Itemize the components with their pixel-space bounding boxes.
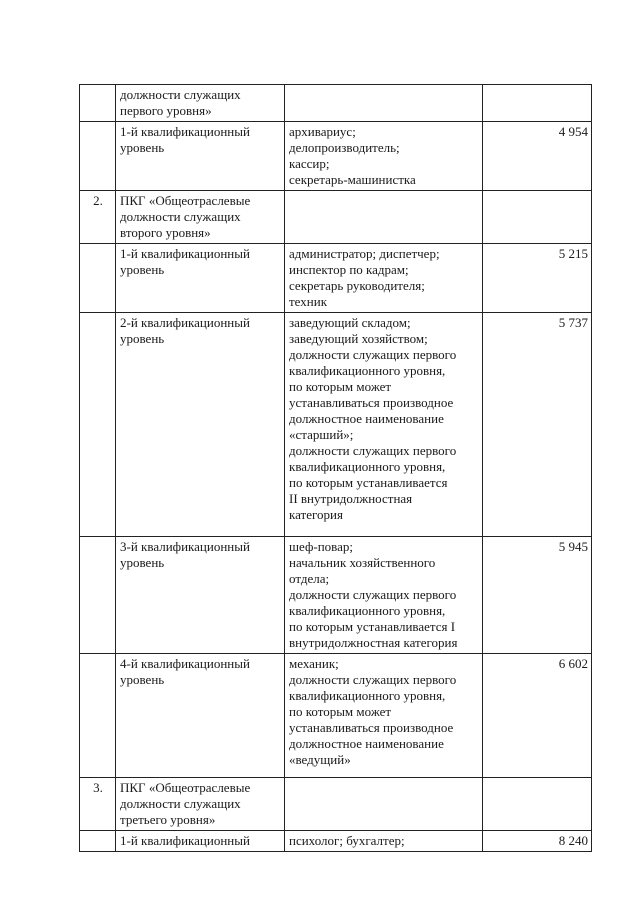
group-line: ПКГ «Общеотраслевые [120, 193, 251, 208]
group-line: 3-й квалификационный [120, 539, 250, 554]
position-line: II внутридолжностная [289, 491, 413, 506]
table-row [80, 831, 592, 852]
salary-value [483, 191, 592, 244]
position-line: техник [289, 294, 328, 309]
positions-list [285, 537, 483, 654]
position-line: по которым устанавливается [289, 475, 448, 490]
qualification-group [116, 85, 285, 122]
positions-list [285, 778, 483, 831]
salary-value: 4 954 [483, 122, 592, 191]
table-row [80, 122, 592, 191]
positions-list [285, 831, 483, 852]
position-line: должности служащих первого [289, 587, 457, 602]
row-number [80, 122, 116, 191]
qualification-group [116, 537, 285, 654]
table-row [80, 313, 592, 537]
position-line: начальник хозяйственного [289, 555, 436, 570]
position-line: квалификационного уровня, [289, 603, 446, 618]
group-line: 1-й квалификационный [120, 833, 250, 848]
position-line: внутридолжностная категория [289, 635, 458, 650]
row-number: 2. [80, 191, 116, 244]
positions-list [285, 122, 483, 191]
group-line: уровень [120, 672, 165, 687]
positions-list [285, 244, 483, 313]
group-line: должности служащих [120, 87, 241, 102]
positions-list [285, 191, 483, 244]
row-number: 3. [80, 778, 116, 831]
table-row [80, 654, 592, 778]
position-line: квалификационного уровня, [289, 363, 446, 378]
group-line: 1-й квалификационный [120, 124, 250, 139]
position-line: шеф-повар; [289, 539, 353, 554]
group-line: уровень [120, 140, 165, 155]
position-line: «старший»; [289, 427, 354, 442]
salary-value: 6 602 [483, 654, 592, 778]
group-line: ПКГ «Общеотраслевые [120, 780, 251, 795]
qualification-group [116, 313, 285, 537]
position-line: устанавливаться производное [289, 395, 454, 410]
position-line: механик; [289, 656, 339, 671]
row-number [80, 537, 116, 654]
qualification-group [116, 191, 285, 244]
positions-list [285, 654, 483, 778]
row-number [80, 85, 116, 122]
salary-value: 5 215 [483, 244, 592, 313]
table-row [80, 537, 592, 654]
position-line: должности служащих первого [289, 443, 457, 458]
position-line: должности служащих первого [289, 347, 457, 362]
position-line: квалификационного уровня, [289, 459, 446, 474]
table-row [80, 244, 592, 313]
position-line: администратор; диспетчер; [289, 246, 440, 261]
positions-list [285, 313, 483, 537]
group-line: 2-й квалификационный [120, 315, 250, 330]
row-number [80, 831, 116, 852]
qualification-group [116, 831, 285, 852]
position-line: квалификационного уровня, [289, 688, 446, 703]
position-line: устанавливаться производное [289, 720, 454, 735]
salary-value: 5 945 [483, 537, 592, 654]
position-line: по которым может [289, 379, 392, 394]
table-row [80, 85, 592, 122]
qualification-group [116, 244, 285, 313]
position-line: секретарь-машинистка [289, 172, 416, 187]
salary-table [79, 84, 592, 852]
position-line: психолог; бухгалтер; [289, 833, 405, 848]
salary-value: 5 737 [483, 313, 592, 537]
table-row [80, 191, 592, 244]
position-line: должностное наименование [289, 411, 444, 426]
position-line: архивариус; [289, 124, 356, 139]
position-line: по которым может [289, 704, 392, 719]
group-line: третьего уровня» [120, 812, 216, 827]
qualification-group [116, 654, 285, 778]
group-line: уровень [120, 331, 165, 346]
row-number [80, 313, 116, 537]
group-line: должности служащих [120, 796, 241, 811]
group-line: уровень [120, 262, 165, 277]
salary-value [483, 85, 592, 122]
position-line: кассир; [289, 156, 330, 171]
table-row [80, 778, 592, 831]
position-line: отдела; [289, 571, 330, 586]
position-line: секретарь руководителя; [289, 278, 425, 293]
position-line: должностное наименование [289, 736, 444, 751]
position-line: «ведущий» [289, 752, 351, 767]
group-line: уровень [120, 555, 165, 570]
group-line: 4-й квалификационный [120, 656, 250, 671]
group-line: второго уровня» [120, 225, 211, 240]
position-line: категория [289, 507, 343, 522]
position-line: делопроизводитель; [289, 140, 400, 155]
group-line: должности служащих [120, 209, 241, 224]
row-number [80, 244, 116, 313]
qualification-group [116, 778, 285, 831]
position-line: заведующий хозяйством; [289, 331, 428, 346]
group-line: первого уровня» [120, 103, 212, 118]
position-line: должности служащих первого [289, 672, 457, 687]
positions-list [285, 85, 483, 122]
position-line: по которым устанавливается I [289, 619, 456, 634]
table-body [80, 85, 592, 852]
qualification-group [116, 122, 285, 191]
row-number [80, 654, 116, 778]
position-line: инспектор по кадрам; [289, 262, 409, 277]
group-line: 1-й квалификационный [120, 246, 250, 261]
salary-value [483, 778, 592, 831]
salary-value: 8 240 [483, 831, 592, 852]
position-line: заведующий складом; [289, 315, 411, 330]
